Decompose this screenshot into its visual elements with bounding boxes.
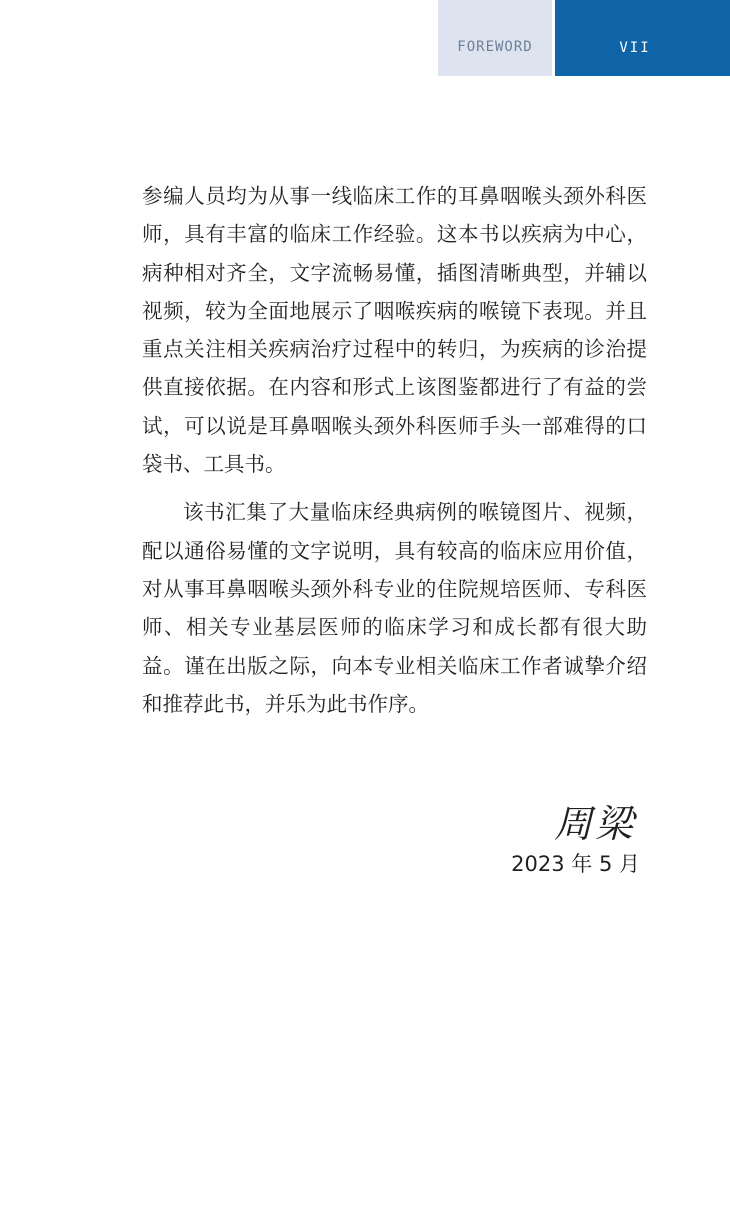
paragraph-2: 该书汇集了大量临床经典病例的喉镜图片、视频，配以通俗易懂的文字说明，具有较高的临床应用价值，对从事耳鼻咽喉头颈外科专业的住院规培医师、专科医师、相关专业基层医师的临床学习和成长都有很大助益。谨在出版之际，向本专业相关临床工作者诚挚介绍和推荐此书，并乐为此书作序。 xyxy=(142,500,647,716)
paragraph-1: 参编人员均为从事一线临床工作的耳鼻咽喉头颈外科医师，具有丰富的临床工作经验。这本书以疾病为中心，病种相对齐全，文字流畅易懂，插图清晰典型，并辅以视频，较为全面地展示了咽喉疾病的喉镜下表现。并且重点关注相关疾病治疗过程中的转归，为疾病的诊治提供直接依据。在内容和形式上该图鉴都进行了有益的尝试，可以说是耳鼻咽喉头颈外科医师手头一部难得的口袋书、工具书。 xyxy=(142,184,647,477)
header-section-tab xyxy=(438,0,552,76)
foreword-body xyxy=(142,177,647,723)
page-number: VII xyxy=(619,40,651,56)
signature-date: 2023 年 5 月 xyxy=(511,852,640,876)
signature-name: 周梁 xyxy=(553,802,636,846)
header-page-box xyxy=(555,0,730,76)
header-section-label: FOREWORD xyxy=(457,39,533,55)
